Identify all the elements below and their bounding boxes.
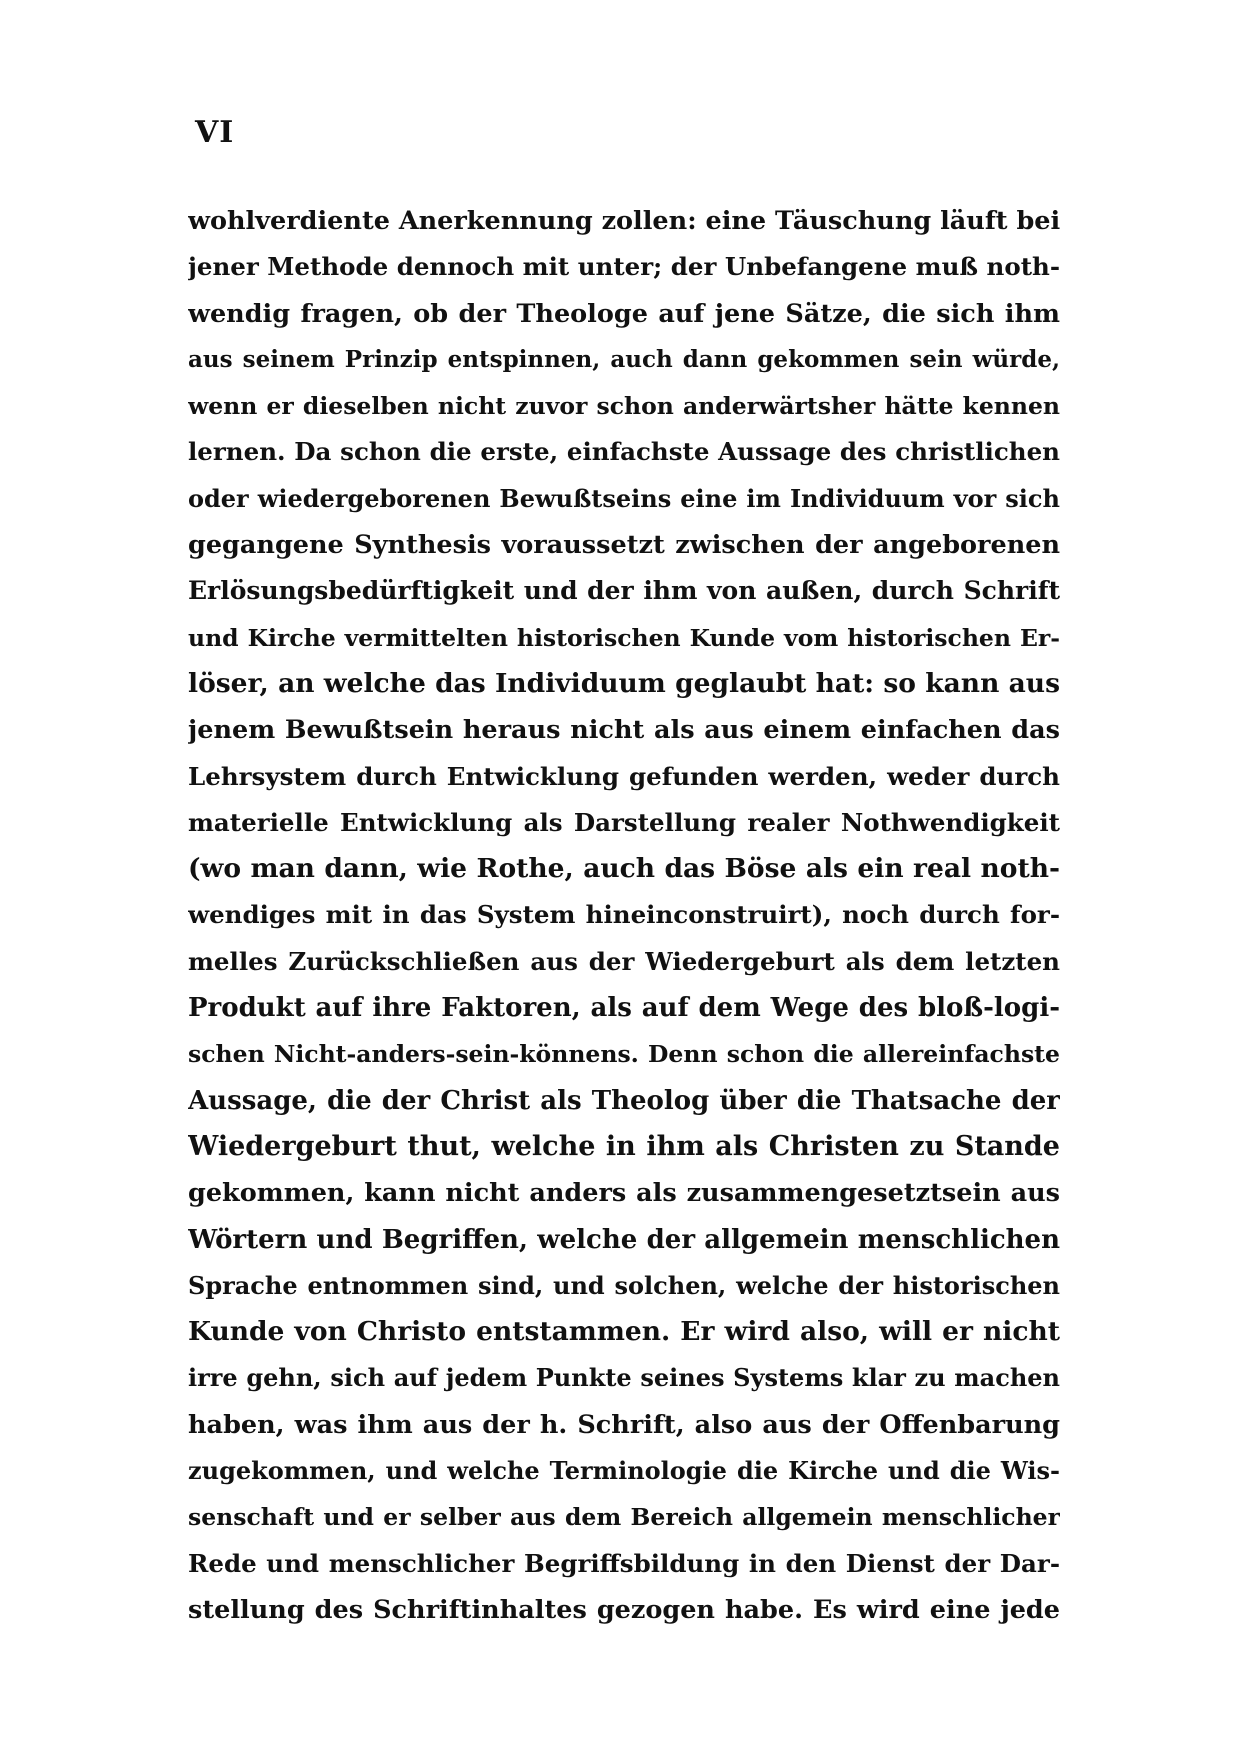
text-line: wohlverdiente Anerkennung zollen: eine Täuschung läuft bei xyxy=(188,206,1060,236)
text-line: wendig fragen, ob der Theologe auf jene Sätze, die sich ihm xyxy=(188,298,1060,329)
text-line: löser, an welche das Individuum geglaubt hat: so kann aus xyxy=(188,667,1060,699)
text-line: Aussage, die der Christ als Theolog über die Thatsache der xyxy=(188,1085,1060,1116)
text-line: wenn er dieselben nicht zuvor schon anderwärtsher hätte kennen xyxy=(188,392,1060,421)
page-number: VI xyxy=(195,115,235,150)
text-line: stellung des Schriftinhaltes gezogen habe. Es wird eine jede xyxy=(188,1594,1060,1625)
text-line: Rede und menschlicher Begriffsbildung in den Dienst der Dar- xyxy=(188,1548,1060,1578)
text-line: jenem Bewußtsein heraus nicht als aus einem einfachen das xyxy=(188,715,1060,746)
text-line: irre gehn, sich auf jedem Punkte seines Systems klar zu machen xyxy=(188,1363,1060,1393)
text-line: Erlösungsbedürftigkeit und der ihm von außen, durch Schrift xyxy=(188,576,1060,606)
text-line: schen Nicht-anders-sein-könnens. Denn schon die allereinfachste xyxy=(188,1040,1060,1069)
text-line: melles Zurückschließen aus der Wiedergeburt als dem letzten xyxy=(188,946,1060,976)
text-line: Wiedergeburt thut, welche in ihm als Christen zu Stande xyxy=(188,1130,1060,1162)
text-line: zugekommen, und welche Terminologie die Kirche und die Wis- xyxy=(188,1456,1060,1486)
text-line: (wo man dann, wie Rothe, auch das Böse als ein real noth- xyxy=(188,853,1060,885)
text-line: oder wiedergeborenen Bewußtseins eine im Individuum vor sich xyxy=(188,483,1060,513)
text-line: haben, was ihm aus der h. Schrift, also aus der Offenbarung xyxy=(188,1409,1060,1440)
text-line: wendiges mit in das System hineinconstruirt), noch durch for- xyxy=(188,900,1060,930)
text-line: aus seinem Prinzip entspinnen, auch dann gekommen sein würde, xyxy=(188,345,1060,373)
text-line: gegangene Synthesis voraussetzt zwischen der angeborenen xyxy=(188,530,1060,561)
text-line: materielle Entwicklung als Darstellung realer Nothwendigkeit xyxy=(188,807,1060,837)
text-line: jener Methode dennoch mit unter; der Unbefangene muß noth- xyxy=(188,252,1060,282)
text-line: Lehrsystem durch Entwicklung gefunden werden, weder durch xyxy=(188,761,1060,791)
body-text xyxy=(188,198,1060,1633)
text-line: gekommen, kann nicht anders als zusammengesetztsein aus xyxy=(188,1178,1060,1209)
text-line: Produkt auf ihre Faktoren, als auf dem Wege des bloß-logi- xyxy=(188,993,1060,1024)
text-line: Kunde von Christo entstammen. Er wird also, will er nicht xyxy=(188,1316,1060,1348)
text-line: Sprache entnommen sind, und solchen, welche der historischen xyxy=(188,1270,1060,1300)
text-line: und Kirche vermittelten historischen Kunde vom historischen Er- xyxy=(188,623,1060,652)
text-line: lernen. Da schon die erste, einfachste Aussage des christlichen xyxy=(188,437,1060,467)
text-line: senschaft und er selber aus dem Bereich allgemein menschlicher xyxy=(188,1503,1060,1532)
text-line: Wörtern und Begriffen, welche der allgemein menschlichen xyxy=(188,1224,1060,1255)
